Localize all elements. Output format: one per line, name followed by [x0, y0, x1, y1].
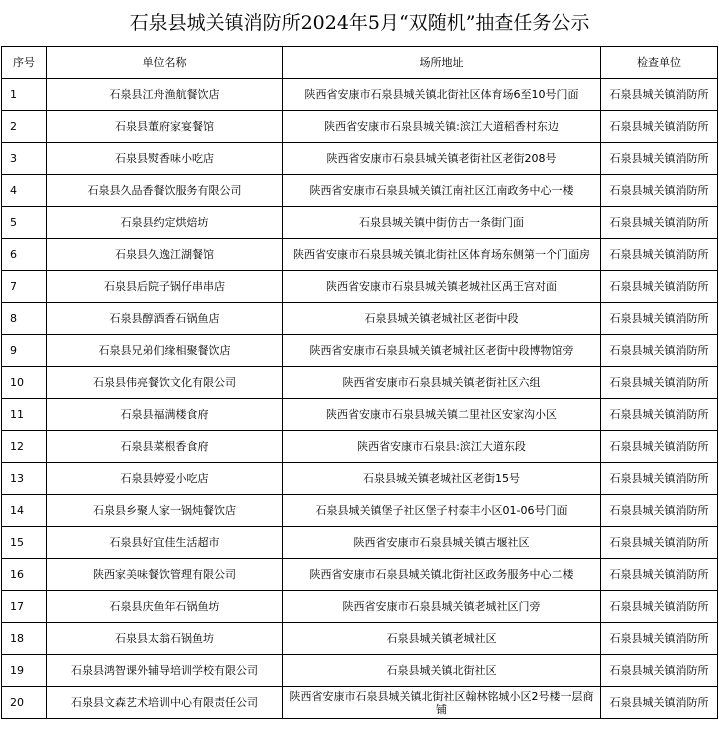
unit-name: 石泉县后院子锅仔串串店 [47, 271, 283, 303]
inspector: 石泉县城关镇消防所 [601, 239, 718, 271]
row-index: 4 [2, 175, 47, 207]
inspector: 石泉县城关镇消防所 [601, 367, 718, 399]
table-row [2, 175, 718, 207]
address: 石泉县城关镇老城社区 [283, 623, 601, 655]
inspector: 石泉县城关镇消防所 [601, 431, 718, 463]
address: 石泉县城关镇北街社区 [283, 655, 601, 687]
address: 陕西省安康市石泉县城关镇北街社区体育场6至10号门面 [283, 79, 601, 111]
header-index: 序号 [2, 47, 47, 79]
table-row [2, 143, 718, 175]
address: 陕西省安康市石泉县城关镇老城社区老街中段博物馆旁 [283, 335, 601, 367]
unit-name: 石泉县庆鱼年石锅鱼坊 [47, 591, 283, 623]
address: 石泉县城关镇堡子社区堡子村泰丰小区01-06号门面 [283, 495, 601, 527]
row-index: 19 [2, 655, 47, 687]
unit-name: 石泉县福满楼食府 [47, 399, 283, 431]
inspector: 石泉县城关镇消防所 [601, 527, 718, 559]
header-unit-name: 单位名称 [47, 47, 283, 79]
row-index: 10 [2, 367, 47, 399]
row-index: 3 [2, 143, 47, 175]
address: 陕西省安康市石泉县城关镇古堰社区 [283, 527, 601, 559]
unit-name: 石泉县约定烘焙坊 [47, 207, 283, 239]
row-index: 14 [2, 495, 47, 527]
address: 陕西省安康市石泉县城关镇:滨江大道稻香村东边 [283, 111, 601, 143]
inspector: 石泉县城关镇消防所 [601, 111, 718, 143]
row-index: 18 [2, 623, 47, 655]
row-index: 20 [2, 687, 47, 719]
row-index: 2 [2, 111, 47, 143]
unit-name: 石泉县久逸江湖餐馆 [47, 239, 283, 271]
inspector: 石泉县城关镇消防所 [601, 687, 718, 719]
row-index: 5 [2, 207, 47, 239]
address: 陕西省安康市石泉县城关镇老城社区禹王宫对面 [283, 271, 601, 303]
row-index: 17 [2, 591, 47, 623]
unit-name: 石泉县好宜佳生活超市 [47, 527, 283, 559]
address: 陕西省安康市石泉县城关镇江南社区江南政务中心一楼 [283, 175, 601, 207]
table-row [2, 207, 718, 239]
row-index: 11 [2, 399, 47, 431]
address: 石泉县城关镇老城社区老街中段 [283, 303, 601, 335]
inspector: 石泉县城关镇消防所 [601, 207, 718, 239]
table-row [2, 399, 718, 431]
inspector: 石泉县城关镇消防所 [601, 623, 718, 655]
row-index: 7 [2, 271, 47, 303]
unit-name: 石泉县太翁石锅鱼坊 [47, 623, 283, 655]
header-inspector: 检查单位 [601, 47, 718, 79]
inspector: 石泉县城关镇消防所 [601, 463, 718, 495]
row-index: 6 [2, 239, 47, 271]
unit-name: 石泉县醇酒香石锅鱼店 [47, 303, 283, 335]
address: 陕西省安康市石泉县城关镇北街社区体育场东侧第一个门面房 [283, 239, 601, 271]
table-row [2, 623, 718, 655]
inspection-table [1, 46, 718, 719]
table-row [2, 111, 718, 143]
address: 陕西省安康市石泉县城关镇北街社区翰林铭城小区2号楼一层商铺 [283, 687, 601, 719]
address: 陕西省安康市石泉县城关镇北街社区政务服务中心二楼 [283, 559, 601, 591]
unit-name: 石泉县江舟渔航餐饮店 [47, 79, 283, 111]
table-row [2, 591, 718, 623]
row-index: 13 [2, 463, 47, 495]
inspector: 石泉县城关镇消防所 [601, 79, 718, 111]
table-row [2, 367, 718, 399]
unit-name: 石泉县菜根香食府 [47, 431, 283, 463]
address: 石泉县城关镇中街仿古一条街门面 [283, 207, 601, 239]
table-row [2, 687, 718, 719]
unit-name: 陕西家美味餐饮管理有限公司 [47, 559, 283, 591]
inspector: 石泉县城关镇消防所 [601, 399, 718, 431]
table-row [2, 431, 718, 463]
unit-name: 石泉县董府家宴餐馆 [47, 111, 283, 143]
table-row [2, 655, 718, 687]
table-row [2, 271, 718, 303]
row-index: 9 [2, 335, 47, 367]
row-index: 1 [2, 79, 47, 111]
inspector: 石泉县城关镇消防所 [601, 559, 718, 591]
address: 陕西省安康市石泉县城关镇二里社区安家沟小区 [283, 399, 601, 431]
table-row [2, 79, 718, 111]
inspector: 石泉县城关镇消防所 [601, 591, 718, 623]
address: 陕西省安康市石泉县:滨江大道东段 [283, 431, 601, 463]
unit-name: 石泉县婷爱小吃店 [47, 463, 283, 495]
address: 陕西省安康市石泉县城关镇老城社区门旁 [283, 591, 601, 623]
inspector: 石泉县城关镇消防所 [601, 495, 718, 527]
row-index: 16 [2, 559, 47, 591]
inspector: 石泉县城关镇消防所 [601, 175, 718, 207]
inspector: 石泉县城关镇消防所 [601, 143, 718, 175]
unit-name: 石泉县鸿智课外辅导培训学校有限公司 [47, 655, 283, 687]
inspector: 石泉县城关镇消防所 [601, 655, 718, 687]
unit-name: 石泉县兄弟们缘相聚餐饮店 [47, 335, 283, 367]
table-row [2, 527, 718, 559]
row-index: 8 [2, 303, 47, 335]
unit-name: 石泉县久品香餐饮服务有限公司 [47, 175, 283, 207]
unit-name: 石泉县乡聚人家一锅炖餐饮店 [47, 495, 283, 527]
unit-name: 石泉县伟亮餐饮文化有限公司 [47, 367, 283, 399]
address: 石泉县城关镇老城社区老街15号 [283, 463, 601, 495]
row-index: 15 [2, 527, 47, 559]
table-row [2, 239, 718, 271]
page-title: 石泉县城关镇消防所2024年5月“双随机”抽查任务公示 [129, 12, 590, 34]
table-row [2, 463, 718, 495]
inspector: 石泉县城关镇消防所 [601, 271, 718, 303]
table-row [2, 559, 718, 591]
table-row [2, 335, 718, 367]
address: 陕西省安康市石泉县城关镇老街社区老街208号 [283, 143, 601, 175]
unit-name: 石泉县熨香味小吃店 [47, 143, 283, 175]
unit-name: 石泉县文森艺术培训中心有限责任公司 [47, 687, 283, 719]
header-row [2, 47, 718, 79]
address: 陕西省安康市石泉县城关镇老街社区六组 [283, 367, 601, 399]
row-index: 12 [2, 431, 47, 463]
header-address: 场所地址 [283, 47, 601, 79]
table-row [2, 303, 718, 335]
table-row [2, 495, 718, 527]
inspector: 石泉县城关镇消防所 [601, 303, 718, 335]
inspector: 石泉县城关镇消防所 [601, 335, 718, 367]
